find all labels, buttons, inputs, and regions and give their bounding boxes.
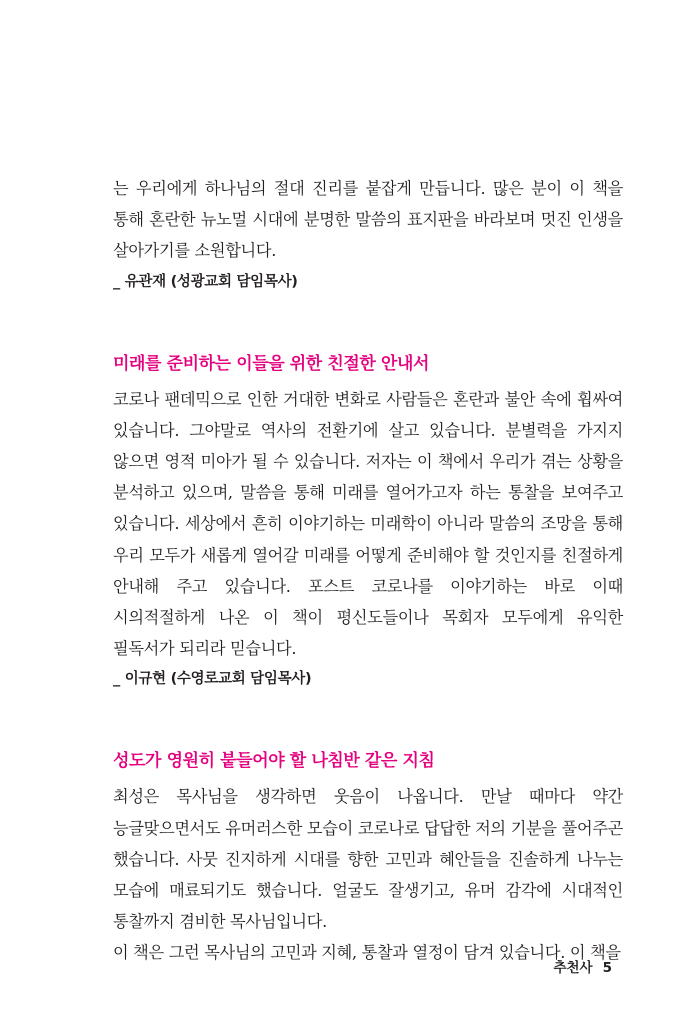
section-heading: 미래를 준비하는 이들을 위한 친절한 안내서 bbox=[113, 353, 429, 374]
page-content bbox=[113, 173, 623, 969]
paragraph: 최성은 목사님을 생각하면 웃음이 나옵니다. 만날 때마다 약간 능글맞으면서도 유머러스한 모습이 코로나로 답답한 저의 기분을 풀어주곤 했습니다. 사뭇 진지하게 시대를 향한 고민과 혜안들을 진솔하게 나누는 모습에 매료되기도 했습니다. 얼굴도 잘생기고, 유머 감각에 시대적인 통찰까지 겸비한 목사님입니다. bbox=[113, 787, 623, 932]
endorsement-section-2 bbox=[113, 351, 623, 691]
signature: _ 유관재 (성광교회 담임목사) bbox=[113, 273, 298, 290]
signature: _ 이규현 (수영로교회 담임목사) bbox=[113, 671, 312, 688]
page-footer bbox=[553, 956, 612, 976]
endorsement-section-1 bbox=[113, 173, 623, 293]
endorsement-section-3 bbox=[113, 748, 623, 968]
section-heading: 성도가 영원히 붙들어야 할 나침반 같은 지침 bbox=[113, 751, 435, 772]
page-number: 5 bbox=[602, 960, 612, 976]
paragraph: 코로나 팬데믹으로 인한 거대한 변화로 사람들은 혼란과 불안 속에 휩싸여 있습니다. 그야말로 역사의 전환기에 살고 있습니다. 분별력을 가지지 않으면 영적 미아가 될 수 있습니다. 저자는 이 책에서 우리가 겪는 상황을 분석하고 있으며, 말씀을 통해 미래를 열어가고자 하는 통찰을 보여주고 있습니다. 세상에서 흔히 이야기하는 미래학이 아니라 말씀의 조망을 통해 우리 모두가 새롭게 열어갈 미래를 어떻게 준비해야 할 것인지를 친절하게 안내해 주고 있습니다. 포스트 코로나를 이야기하는 바로 이때 시의적절하게 나온 이 책이 평신도들이나 목회자 모두에게 유익한 필독서가 되리라 믿습니다. bbox=[113, 389, 623, 659]
paragraph: 이 책은 그런 목사님의 고민과 지혜, 통찰과 열정이 담겨 있습니다. 이 책을 bbox=[113, 943, 621, 963]
running-footer-label: 추천사 bbox=[553, 960, 593, 976]
paragraph: 는 우리에게 하나님의 절대 진리를 붙잡게 만듭니다. 많은 분이 이 책을 통해 혼란한 뉴노멀 시대에 분명한 말씀의 표지판을 바라보며 멋진 인생을 살아가기를 소원합니다. bbox=[113, 179, 623, 261]
